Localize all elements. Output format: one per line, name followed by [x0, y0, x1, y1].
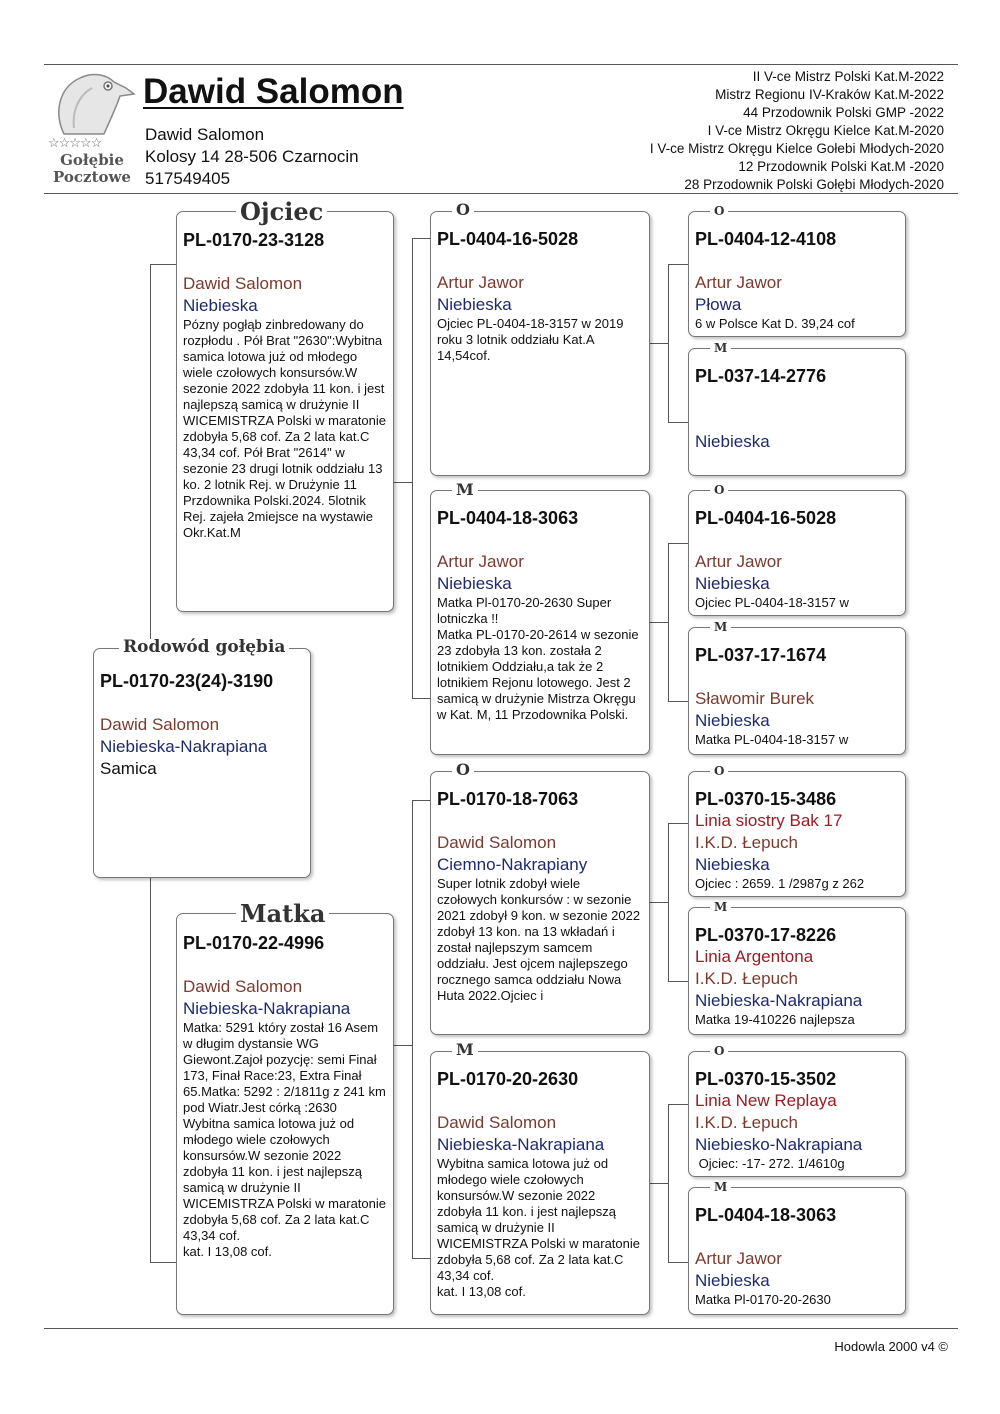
ring-number: PL-0170-20-2630 [437, 1069, 579, 1089]
ring-number: PL-0170-18-7063 [437, 789, 579, 809]
dam-label: M [452, 482, 478, 498]
description: Ojciec: -17- 272. 1/4610g [695, 1156, 845, 1171]
breeder-info [145, 124, 359, 190]
breeder-name: Dawid Salomon [145, 125, 265, 144]
breeder-title: Dawid Salomon [143, 72, 404, 111]
mother-dam-card[interactable] [430, 1051, 650, 1315]
sire-label: O [710, 205, 728, 217]
color: Niebieska [695, 1271, 770, 1290]
connector [650, 622, 668, 623]
bloodline: Linia New Replaya [695, 1091, 837, 1110]
color: Ciemno-Nakrapiany [437, 855, 588, 874]
ring-number: PL-0170-22-4996 [183, 933, 325, 953]
connector [668, 981, 688, 982]
ring-number: PL-0370-15-3486 [695, 789, 837, 809]
color: Niebieska [695, 432, 770, 451]
color: Niebieska [695, 711, 770, 730]
pedigree-label: Rodowód gołębia [119, 639, 289, 656]
ggp-mfm-card[interactable] [688, 907, 906, 1035]
color: Niebieska [695, 574, 770, 593]
breeder-achievements [650, 68, 944, 194]
description: Wybitna samica lotowa już od młodego wiele czołowych konsursów.W sezonie 2022 zdobyła 11 kon. i jest najlepszą samicą w drużynie II WICEMISTRZA Polski w maratonie zdobyła 5,68 cof. Za 2 lata kat.C 43,34 cof. kat. I 13,08 cof. [437, 1156, 640, 1299]
owner: Dawid Salomon [183, 274, 303, 293]
connector [668, 264, 688, 265]
connector [650, 1183, 668, 1184]
sex: Samica [100, 759, 157, 778]
connector [150, 264, 151, 648]
ggp-fmm-card[interactable] [688, 627, 906, 755]
ring-number: PL-0404-12-4108 [695, 229, 837, 249]
connector [668, 264, 669, 422]
father-sire-card[interactable] [430, 211, 650, 476]
logo-stars: ☆☆☆☆☆ [48, 136, 102, 151]
father-dam-card[interactable] [430, 490, 650, 755]
owner: I.K.D. Łepuch [695, 969, 799, 988]
ring-number: PL-0404-16-5028 [695, 508, 837, 528]
owner: I.K.D. Łepuch [695, 833, 799, 852]
color: Niebieska [437, 574, 512, 593]
connector [668, 1104, 688, 1105]
ggp-ffm-card[interactable] [688, 348, 906, 476]
connector [412, 1258, 430, 1259]
sire-label: O [710, 765, 728, 777]
color: Niebieska [437, 295, 512, 314]
owner: I.K.D. Łepuch [695, 1113, 799, 1132]
ggp-mmf-card[interactable] [688, 1051, 906, 1177]
connector [668, 543, 669, 701]
mother-label: Matka [236, 902, 329, 926]
ring-number: PL-0170-23(24)-3190 [100, 671, 274, 691]
sire-label: O [710, 1045, 728, 1057]
ring-number: PL-037-14-2776 [695, 366, 827, 386]
connector [668, 823, 688, 824]
header-top-rule [44, 64, 958, 65]
achievement: II V-ce Mistrz Polski Kat.M-2022 [752, 69, 944, 84]
sire-label: O [452, 762, 474, 778]
description: Matka Pl-0170-20-2630 Super lotniczka !! Matka PL-0170-20-2614 w sezonie 23 zdobyła 13 kon. została 2 lotnikiem Oddziału,a tak że 2 lotnikiem Rejonu lotowego. Jest 2 samicą w drużynie Mistrza Okręgu w Kat. M, 11 Przodownika Polski. [437, 595, 639, 722]
connector [412, 698, 430, 699]
achievement: 44 Przodownik Polski GMP -2022 [743, 105, 944, 120]
ring-number: PL-0370-17-8226 [695, 925, 837, 945]
description: Pózny pogłąb zinbredowany do rozpłodu . Pół Brat "2630":Wybitna samica lotowa już od młodego wiele czołowych konsursów.W sezonie 2022 zdobyła 11 kon. i jest najlepszą samicą w drużynie II WICEMISTRZA Polski w maratonie zdobyła 5,68 cof. Za 2 lata kat.C 43,34 cof. Pół Brat "2614" w sezonie 23 drugi lotnik oddziału 13 ko. 2 lotnik Rej. w Drużynie 11 Przdownika Polski.2024. 5lotnik Rej. zajeła 2miejsce na wystawie Okr.Kat.M [183, 317, 386, 540]
description: Matka Pl-0170-20-2630 [695, 1292, 831, 1307]
achievement: Mistrz Regionu IV-Kraków Kat.M-2022 [715, 87, 944, 102]
owner: Dawid Salomon [437, 1113, 557, 1132]
description: Matka 19-410226 najlepsza [695, 1012, 855, 1027]
owner: Artur Jawor [695, 1249, 782, 1268]
owner: Artur Jawor [437, 273, 524, 292]
connector [412, 238, 430, 239]
color: Niebieska [695, 855, 770, 874]
dam-label: M [710, 1181, 731, 1193]
logo-text-line-2: Pocztowe [53, 168, 131, 186]
color: Płowa [695, 295, 742, 314]
dam-label: M [452, 1042, 478, 1058]
connector [668, 823, 669, 981]
owner: Artur Jawor [437, 552, 524, 571]
connector [650, 343, 668, 344]
ggp-fff-card[interactable] [688, 211, 906, 337]
owner: Sławomir Burek [695, 689, 815, 708]
logo-text [48, 152, 136, 186]
ggp-mmm-card[interactable] [688, 1187, 906, 1315]
color: Niebieska-Nakrapiana [437, 1135, 605, 1154]
bloodline: Linia Argentona [695, 947, 814, 966]
dam-label: M [710, 901, 731, 913]
connector [412, 800, 430, 801]
mother-sire-card[interactable] [430, 771, 650, 1035]
connector [668, 543, 688, 544]
connector [150, 878, 151, 1262]
owner: Dawid Salomon [437, 833, 557, 852]
description: Ojciec PL-0404-18-3157 w 2019 roku 3 lotnik oddziału Kat.A 14,54cof. [437, 316, 624, 363]
connector [650, 902, 668, 903]
connector [394, 1045, 412, 1046]
achievement: I V-ce Mistrz Okręgu Kielce Gołebi Młodych-2020 [649, 141, 944, 156]
connector [150, 1262, 176, 1263]
connector [668, 701, 688, 702]
description: Matka PL-0404-18-3157 w [695, 732, 849, 747]
father-card[interactable] [176, 211, 394, 612]
dam-label: M [710, 342, 731, 354]
logo-text-line-1: Gołębie [60, 151, 124, 169]
breeder-address: Kolosy 14 28-506 Czarnocin [145, 147, 359, 166]
owner: Artur Jawor [695, 273, 782, 292]
dam-label: M [710, 621, 731, 633]
mother-card[interactable] [176, 913, 394, 1315]
color: Niebieska-Nakrapiana [183, 999, 351, 1018]
sire-label: O [452, 202, 474, 218]
ring-number: PL-0170-23-3128 [183, 230, 325, 250]
ring-number: PL-0370-15-3502 [695, 1069, 837, 1089]
breeder-phone: 517549405 [145, 169, 231, 188]
connector [668, 1104, 669, 1262]
ring-number: PL-0404-18-3063 [437, 508, 579, 528]
color: Niebieska-Nakrapiana [100, 737, 268, 756]
pigeon-head-icon [44, 68, 140, 138]
ring-number: PL-0404-18-3063 [695, 1205, 837, 1225]
description: Matka: 5291 który został 16 Asem w długim dystansie WG Giewont.Zajoł pozycję: semi Finał 173, Finał Race:23, Extra Finał 65.Matka: 5292 : 2/1811g z 241 km pod Wiatr.Jest córką :2630 Wybitna samica lotowa już od młodego wiele czołowych konsursów.W sezonie 2022 zdobyła 11 kon. i jest najlepszą samicą w drużynie II WICEMISTRZA Polski w maratonie zdobyła 5,68 cof. Za 2 lata kat.C 43,34 cof. kat. I 13,08 cof. [183, 1020, 386, 1259]
description: 6 w Polsce Kat D. 39,24 cof [695, 316, 855, 331]
color: Niebieska-Nakrapiana [695, 991, 863, 1010]
description: Super lotnik zdobył wiele czołowych konkursów : w sezonie 2021 zdobył 9 kon. w sezonie 2022 zdobył 13 kon. na 13 wkładań i został najlepszym samcem oddziału. Jest ojcem najlepszego rocznego samca oddziału Nowa Huta 2022.Ojciec i [437, 876, 641, 1003]
logo [44, 68, 140, 188]
bloodline: Linia siostry Bak 17 [695, 811, 843, 830]
color: Niebiesko-Nakrapiana [695, 1135, 863, 1154]
subject-card[interactable] [93, 648, 311, 878]
sire-label: O [710, 484, 728, 496]
description: Ojciec : 2659. 1 /2987g z 262 [695, 876, 865, 891]
connector [394, 482, 412, 483]
ggp-fmf-card[interactable] [688, 490, 906, 616]
footer-rule [44, 1328, 958, 1329]
connector [150, 264, 176, 265]
achievement: 12 Przodownik Polski Kat.M -2020 [738, 159, 944, 174]
ring-number: PL-0404-16-5028 [437, 229, 579, 249]
owner: Dawid Salomon [100, 715, 220, 734]
ring-number: PL-037-17-1674 [695, 645, 827, 665]
description: Ojciec PL-0404-18-3157 w [695, 595, 849, 610]
owner: Artur Jawor [695, 552, 782, 571]
footer-credit: Hodowla 2000 v4 © [834, 1339, 948, 1354]
achievement: I V-ce Mistrz Okręgu Kielce Kat.M-2020 [707, 123, 944, 138]
father-label: Ojciec [236, 200, 327, 224]
connector [668, 1262, 688, 1263]
connector [412, 800, 413, 1258]
connector [412, 238, 413, 698]
owner: Dawid Salomon [183, 977, 303, 996]
ggp-mff-card[interactable] [688, 771, 906, 897]
achievement: 28 Przodownik Polski Gołębi Młodych-2020 [684, 177, 944, 192]
connector [668, 422, 688, 423]
color: Niebieska [183, 296, 258, 315]
